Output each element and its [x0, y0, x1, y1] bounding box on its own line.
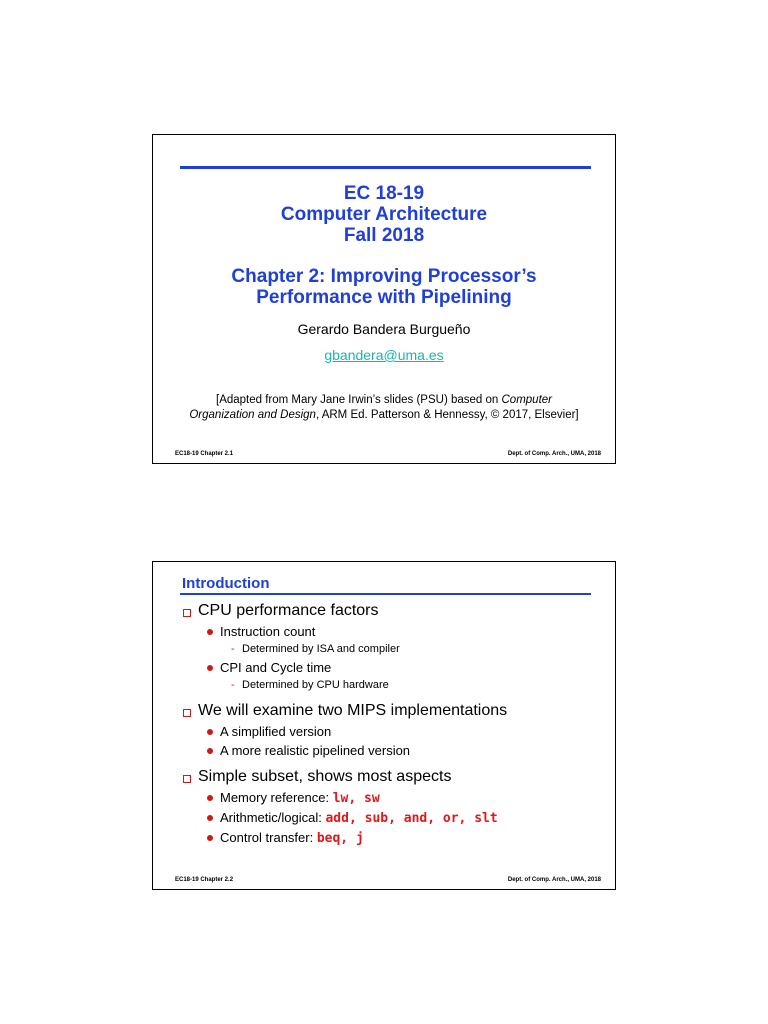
sub-bullet-item	[182, 723, 605, 740]
sub-bullet-text: CPI and Cycle time	[220, 660, 332, 675]
sub-sub-bullet-text: Determined by ISA and compiler	[242, 643, 400, 655]
square-bullet-icon	[183, 609, 191, 617]
sub-sub-bullet-item	[182, 678, 605, 693]
sub-bullet-text: Arithmetic/logical:	[220, 810, 326, 825]
bullet-text: CPU performance factors	[198, 602, 379, 619]
credit-text: , ARM Ed. Patterson & Hennessy, © 2017, Elsevier]	[315, 409, 579, 421]
square-bullet-icon	[183, 775, 191, 783]
slide-footer-left: EC18-19 Chapter 2.1	[175, 451, 234, 457]
chapter-title	[153, 266, 615, 308]
square-bullet-icon	[183, 709, 191, 717]
bullet-item	[182, 701, 605, 721]
slide-footer-right: Dept. of Comp. Arch., UMA, 2018	[507, 451, 601, 457]
sub-bullet-item	[182, 829, 605, 847]
sub-bullet-item	[182, 742, 605, 759]
sub-bullet-text: A more realistic pipelined version	[220, 743, 411, 758]
dash-bullet-icon: -	[231, 679, 235, 691]
dot-bullet-icon	[207, 665, 213, 671]
dash-bullet-icon: -	[231, 643, 235, 655]
course-title-line: EC 18-19	[343, 183, 425, 204]
dot-bullet-icon	[207, 795, 213, 801]
credit-book-title: Organization and Design	[189, 409, 316, 421]
course-title	[153, 183, 615, 246]
instruction-code: add, sub, and, or, slt	[325, 811, 498, 826]
dot-bullet-icon	[207, 629, 213, 635]
sub-bullet-text: Instruction count	[220, 624, 316, 639]
sub-sub-bullet-item	[182, 642, 605, 657]
slide-introduction	[152, 561, 616, 890]
slide-footer-left: EC18-19 Chapter 2.2	[175, 877, 234, 883]
author-name: Gerardo Bandera Burgueño	[297, 321, 471, 337]
dot-bullet-icon	[207, 748, 213, 754]
chapter-title-line: Performance with Pipelining	[256, 287, 512, 308]
bullet-text: We will examine two MIPS implementations	[198, 702, 508, 719]
sub-sub-bullet-text: Determined by CPU hardware	[242, 679, 389, 691]
credit-book-title: Computer	[501, 394, 552, 406]
title-rule	[180, 166, 591, 169]
sub-bullet-item	[182, 809, 605, 827]
sub-bullet-text: Control transfer:	[220, 830, 317, 845]
bullet-text: Simple subset, shows most aspects	[198, 768, 452, 785]
sub-bullet-item	[182, 659, 605, 676]
bullet-item	[182, 767, 605, 787]
instruction-code: lw, sw	[332, 791, 380, 806]
slide-heading: Introduction	[182, 575, 270, 592]
credit-text: [Adapted from Mary Jane Irwin’s slides (PSU) based on	[216, 394, 502, 406]
bullet-item	[182, 601, 605, 621]
slide-footer-right: Dept. of Comp. Arch., UMA, 2018	[507, 877, 601, 883]
dot-bullet-icon	[207, 815, 213, 821]
chapter-title-line: Chapter 2: Improving Processor’s	[231, 266, 537, 287]
sub-bullet-item	[182, 623, 605, 640]
sub-bullet-text: Memory reference:	[220, 790, 333, 805]
author-email-link[interactable]: gbandera@uma.es	[324, 347, 444, 363]
course-title-line: Computer Architecture	[280, 204, 488, 225]
instruction-code: beq, j	[316, 831, 364, 846]
adaptation-credit	[161, 393, 607, 423]
bullet-list	[182, 601, 605, 847]
heading-rule	[180, 593, 591, 595]
sub-bullet-text: A simplified version	[220, 724, 332, 739]
dot-bullet-icon	[207, 729, 213, 735]
dot-bullet-icon	[207, 835, 213, 841]
course-title-line: Fall 2018	[343, 225, 425, 246]
slide-title	[152, 134, 616, 464]
sub-bullet-item	[182, 789, 605, 807]
